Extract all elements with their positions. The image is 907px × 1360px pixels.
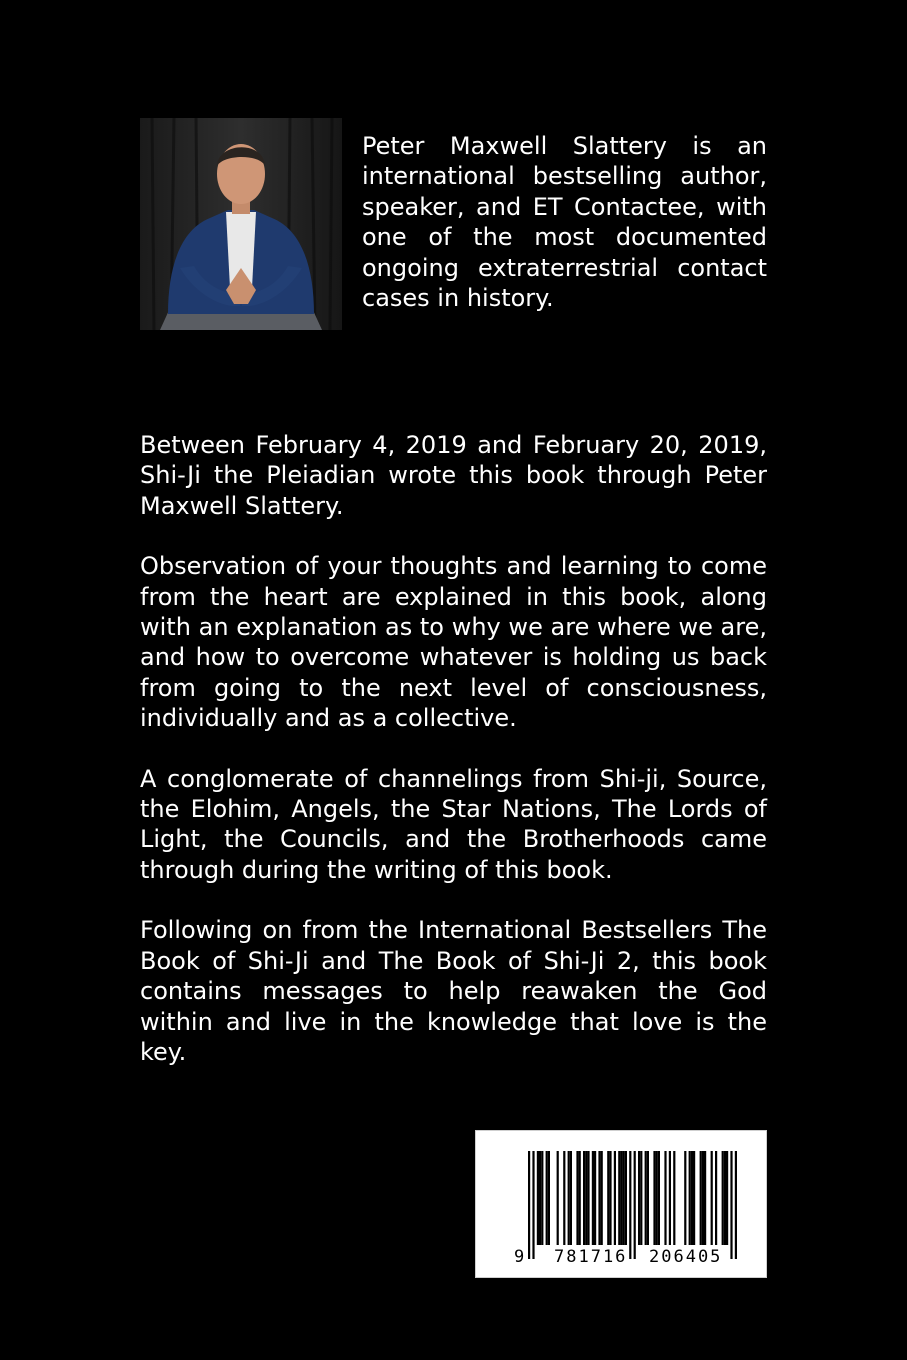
barcode-bar (583, 1151, 585, 1245)
barcode-bar (647, 1151, 649, 1245)
barcode-bar (563, 1151, 565, 1245)
barcode-bar (618, 1151, 620, 1245)
barcode-bar (658, 1151, 660, 1245)
barcode-bar (568, 1151, 570, 1245)
description-paragraph: Observation of your thoughts and learning to come from the heart are explained in this book, along with an explanation as to why we are where we are, and how to overcome whatever is holding us back from going to the next level of consciousness, individually and as a collective. (140, 552, 767, 733)
barcode-bar (656, 1151, 658, 1245)
barcode-bar (546, 1151, 548, 1245)
barcode-bar (537, 1151, 539, 1245)
barcode-bar (539, 1151, 541, 1245)
barcode-bar (594, 1151, 596, 1245)
barcode-bar (704, 1151, 706, 1245)
barcode-bar (541, 1151, 543, 1245)
barcode-guard-bar (629, 1151, 631, 1259)
barcode-guard-bar (528, 1151, 530, 1259)
author-photo (140, 118, 342, 330)
barcode-bar (693, 1151, 695, 1245)
barcode-bar (664, 1151, 666, 1245)
barcode-guard-bar (634, 1151, 636, 1259)
description-paragraph: A conglomerate of channelings from Shi-ji, Source, the Elohim, Angels, the Star Nations, The Lords of Light, the Councils, and the Brotherhoods came through during the writing of this book. (140, 764, 767, 884)
barcode-bar (640, 1151, 642, 1245)
barcode-right-digits: 206405 (649, 1247, 723, 1267)
barcode-bar (715, 1151, 717, 1245)
barcode-bar (673, 1151, 675, 1245)
barcode-bar (669, 1151, 671, 1245)
barcode-bar (601, 1151, 603, 1245)
barcode-bar (623, 1151, 625, 1245)
barcode-lead-digit: 9 (514, 1247, 525, 1267)
barcode-digits (476, 1247, 768, 1271)
barcode-bar (722, 1151, 724, 1245)
barcode-bar (645, 1151, 647, 1245)
barcode-bar (570, 1151, 572, 1245)
barcode-bar (700, 1151, 702, 1245)
description-paragraph: Between February 4, 2019 and February 20, 2019, Shi-Ji the Pleiadian wrote this book through Peter Maxwell Slattery. (140, 431, 767, 520)
barcode-bar (598, 1151, 600, 1245)
barcode-bar (638, 1151, 640, 1245)
barcode-bar (653, 1151, 655, 1245)
barcode-bar (689, 1151, 691, 1245)
barcode-bar (724, 1151, 726, 1245)
barcode-bar (620, 1151, 622, 1245)
barcode-bar (585, 1151, 587, 1245)
barcode-bar (711, 1151, 713, 1245)
barcode-bar (609, 1151, 611, 1245)
barcode-bar (702, 1151, 704, 1245)
book-description (140, 430, 767, 1097)
isbn-barcode (475, 1130, 767, 1278)
barcode-bar (576, 1151, 578, 1245)
barcode-bar (691, 1151, 693, 1245)
barcode-bar (557, 1151, 559, 1245)
barcode-left-digits: 781716 (554, 1247, 628, 1267)
barcode-bar (625, 1151, 627, 1245)
barcode-bar (614, 1151, 616, 1245)
barcode-bar (592, 1151, 594, 1245)
barcode-bar (607, 1151, 609, 1245)
barcode-bar (726, 1151, 728, 1245)
description-paragraph: Following on from the International Bestsellers The Book of Shi-Ji and The Book of Shi-Ji 2, this book contains messages to help reawaken the God within and live in the knowledge that love is the key. (140, 916, 767, 1066)
barcode-guard-bar (735, 1151, 737, 1259)
barcode-guard-bar (532, 1151, 534, 1259)
author-bio: Peter Maxwell Slattery is an international bestselling author, speaker, and ET Contactee, with one of the most documented ongoing extraterrestrial contact cases in history. (362, 132, 767, 313)
barcode-bar (579, 1151, 581, 1245)
barcode-bar (684, 1151, 686, 1245)
barcode-guard-bar (730, 1151, 732, 1259)
barcode-bar (548, 1151, 550, 1245)
barcode-bar (587, 1151, 589, 1245)
